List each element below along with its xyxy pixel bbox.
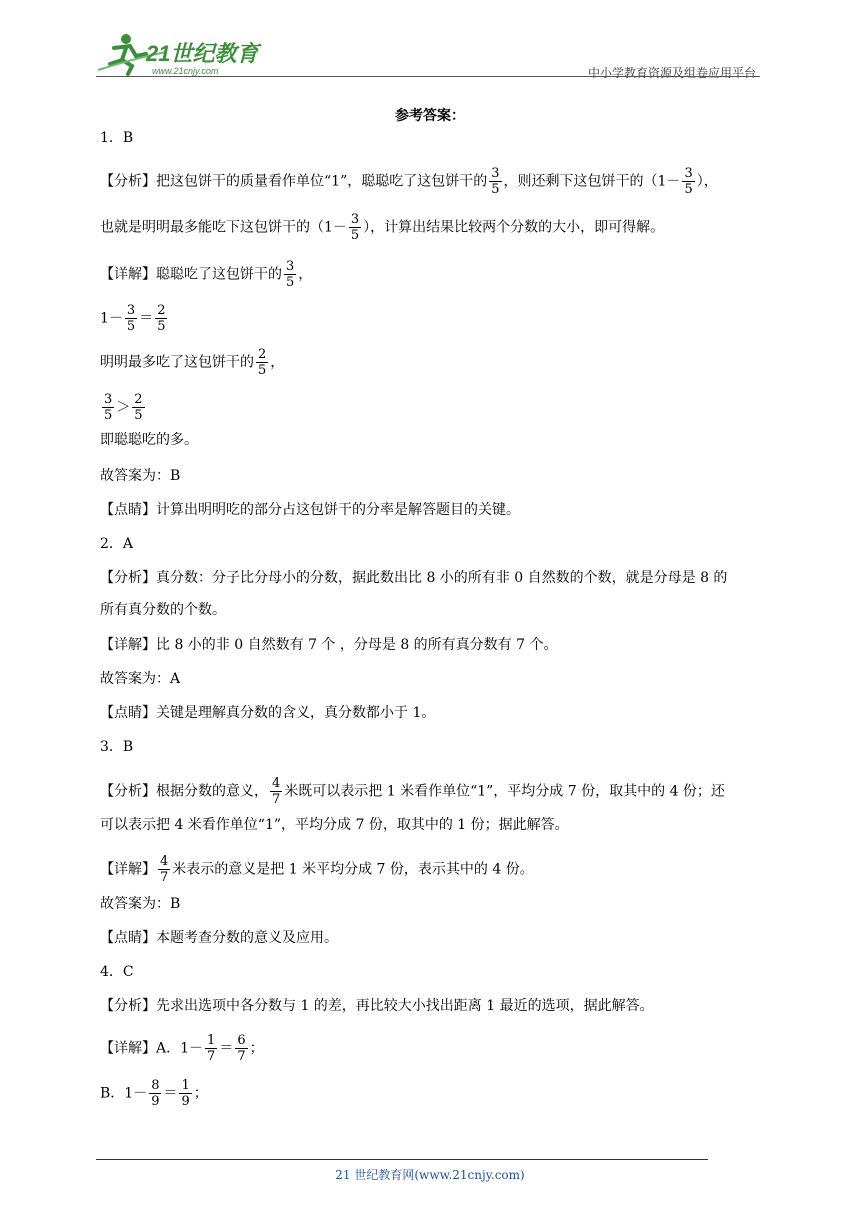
fraction-3-5: $\frac{3}{5}$ — [286, 259, 295, 290]
fraction-4-7: $\frac{4}{7}$ — [160, 854, 169, 885]
q1-analysis-line1 — [100, 166, 718, 197]
footer-link[interactable]: 21 世纪教育网(www.21cnjy.com) — [335, 1168, 525, 1182]
page-title: 参考答案： — [395, 108, 465, 124]
fraction-3-5: $\frac{3}{5}$ — [684, 166, 693, 197]
q3-analysis-line2: 可以表示把 4 米看作单位“1”，平均分成 7 份，取其中的 1 份；据此解答。 — [100, 817, 569, 833]
q4-detail-b — [100, 1078, 208, 1109]
text-segment: ＝ — [163, 1085, 178, 1102]
fraction-8-9: $\frac{8}{9}$ — [151, 1078, 160, 1109]
text-segment: 【详解】聪聪吃了这包饼干的 — [100, 266, 282, 283]
runner-logo-icon — [96, 30, 266, 78]
q1-comparison — [100, 392, 147, 423]
q1-conclusion: 即聪聪吃的多。 — [100, 432, 198, 448]
text-segment: ； — [249, 1040, 264, 1057]
q2-answer: 2．A — [100, 536, 134, 552]
logo — [96, 30, 266, 78]
text-segment: 【分析】根据分数的意义， — [100, 783, 268, 800]
q2-analysis-line2: 所有真分数的个数。 — [100, 602, 226, 618]
logo-main-text: 21世纪教育 — [146, 41, 259, 66]
fraction-2-5: $\frac{2}{5}$ — [258, 347, 267, 378]
platform-name: 中小学教育资源及组卷应用平台 — [587, 66, 756, 80]
text-segment: ， — [270, 354, 285, 371]
q1-answer: 1．B — [100, 130, 134, 146]
text-segment: ， — [298, 266, 313, 283]
text-segment: ＝ — [219, 1040, 234, 1057]
text-segment: ； — [193, 1085, 208, 1102]
q3-comment: 【点睛】本题考查分数的意义及应用。 — [100, 930, 338, 946]
header-divider — [96, 76, 760, 77]
fraction-3-5: $\frac{3}{5}$ — [350, 212, 360, 243]
q3-final: 故答案为：B — [100, 896, 181, 912]
text-segment: ，则还剩下这包饼干的（1－ — [503, 173, 681, 190]
q1-detail — [100, 259, 312, 290]
text-segment: 米表示的意义是把 1 米平均分成 7 份，表示其中的 4 份。 — [172, 861, 534, 878]
q2-analysis-line1: 【分析】真分数：分子比分母小的分数，据此数出比 8 小的所有非 0 自然数的个数，就是分母是 8 的 — [100, 570, 728, 586]
q3-detail — [100, 854, 534, 885]
fraction-1-7: $\frac{1}{7}$ — [207, 1033, 216, 1064]
logo-url-text: www.21cnjy.com — [152, 66, 219, 76]
q3-analysis-line1 — [100, 776, 725, 807]
q2-comment: 【点睛】关键是理解真分数的含义，真分数都小于 1。 — [100, 705, 436, 721]
q4-answer: 4．C — [100, 964, 134, 980]
q2-detail: 【详解】比 8 小的非 0 自然数有 7 个 ，分母是 8 的所有真分数有 7 个。 — [100, 637, 558, 653]
text-segment: 也就是明明最多能吃下这包饼干的（1－ — [100, 219, 347, 236]
fraction-3-5: $\frac{3}{5}$ — [104, 392, 113, 423]
q1-equation2 — [100, 347, 284, 378]
q4-analysis: 【分析】先求出选项中各分数与 1 的差，再比较大小找出距离 1 最近的选项，据此解答。 — [100, 998, 654, 1014]
text-segment: 【详解】 — [100, 861, 156, 878]
footer-divider — [96, 1159, 708, 1160]
fraction-1-9: $\frac{1}{9}$ — [181, 1078, 190, 1109]
text-segment: ＝ — [139, 310, 154, 327]
text-segment: B．1－ — [100, 1085, 148, 1102]
fraction-4-7: $\frac{4}{7}$ — [272, 776, 281, 807]
q1-final: 故答案为：B — [100, 468, 181, 484]
q2-final: 故答案为：A — [100, 671, 181, 687]
text-segment: 【分析】把这包饼干的质量看作单位“1”，聪聪吃了这包饼干的 — [100, 173, 488, 190]
text-segment: ），计算出结果比较两个分数的大小，即可得解。 — [363, 219, 665, 236]
text-segment: 1－ — [100, 310, 123, 327]
page-header — [96, 30, 760, 80]
text-segment: ＞ — [116, 399, 131, 416]
fraction-3-5: $\frac{3}{5}$ — [491, 166, 500, 197]
fraction-2-5: $\frac{2}{5}$ — [157, 303, 166, 334]
text-segment: 明明最多吃了这包饼干的 — [100, 354, 254, 371]
text-segment: 米既可以表示把 1 米看作单位“1”，平均分成 7 份，取其中的 4 份；还 — [284, 783, 725, 800]
fraction-3-5: $\frac{3}{5}$ — [126, 303, 136, 334]
q3-answer: 3．B — [100, 739, 134, 755]
q1-analysis-line2 — [100, 212, 664, 243]
q4-detail-a — [100, 1033, 264, 1064]
text-segment: ）， — [696, 173, 718, 190]
fraction-6-7: $\frac{6}{7}$ — [237, 1033, 246, 1064]
fraction-2-5: $\frac{2}{5}$ — [134, 392, 143, 423]
text-segment: 【详解】A．1－ — [100, 1040, 204, 1057]
q1-equation1 — [100, 303, 169, 334]
q1-comment: 【点睛】计算出明明吃的部分占这包饼干的分率是解答题目的关键。 — [100, 502, 520, 518]
